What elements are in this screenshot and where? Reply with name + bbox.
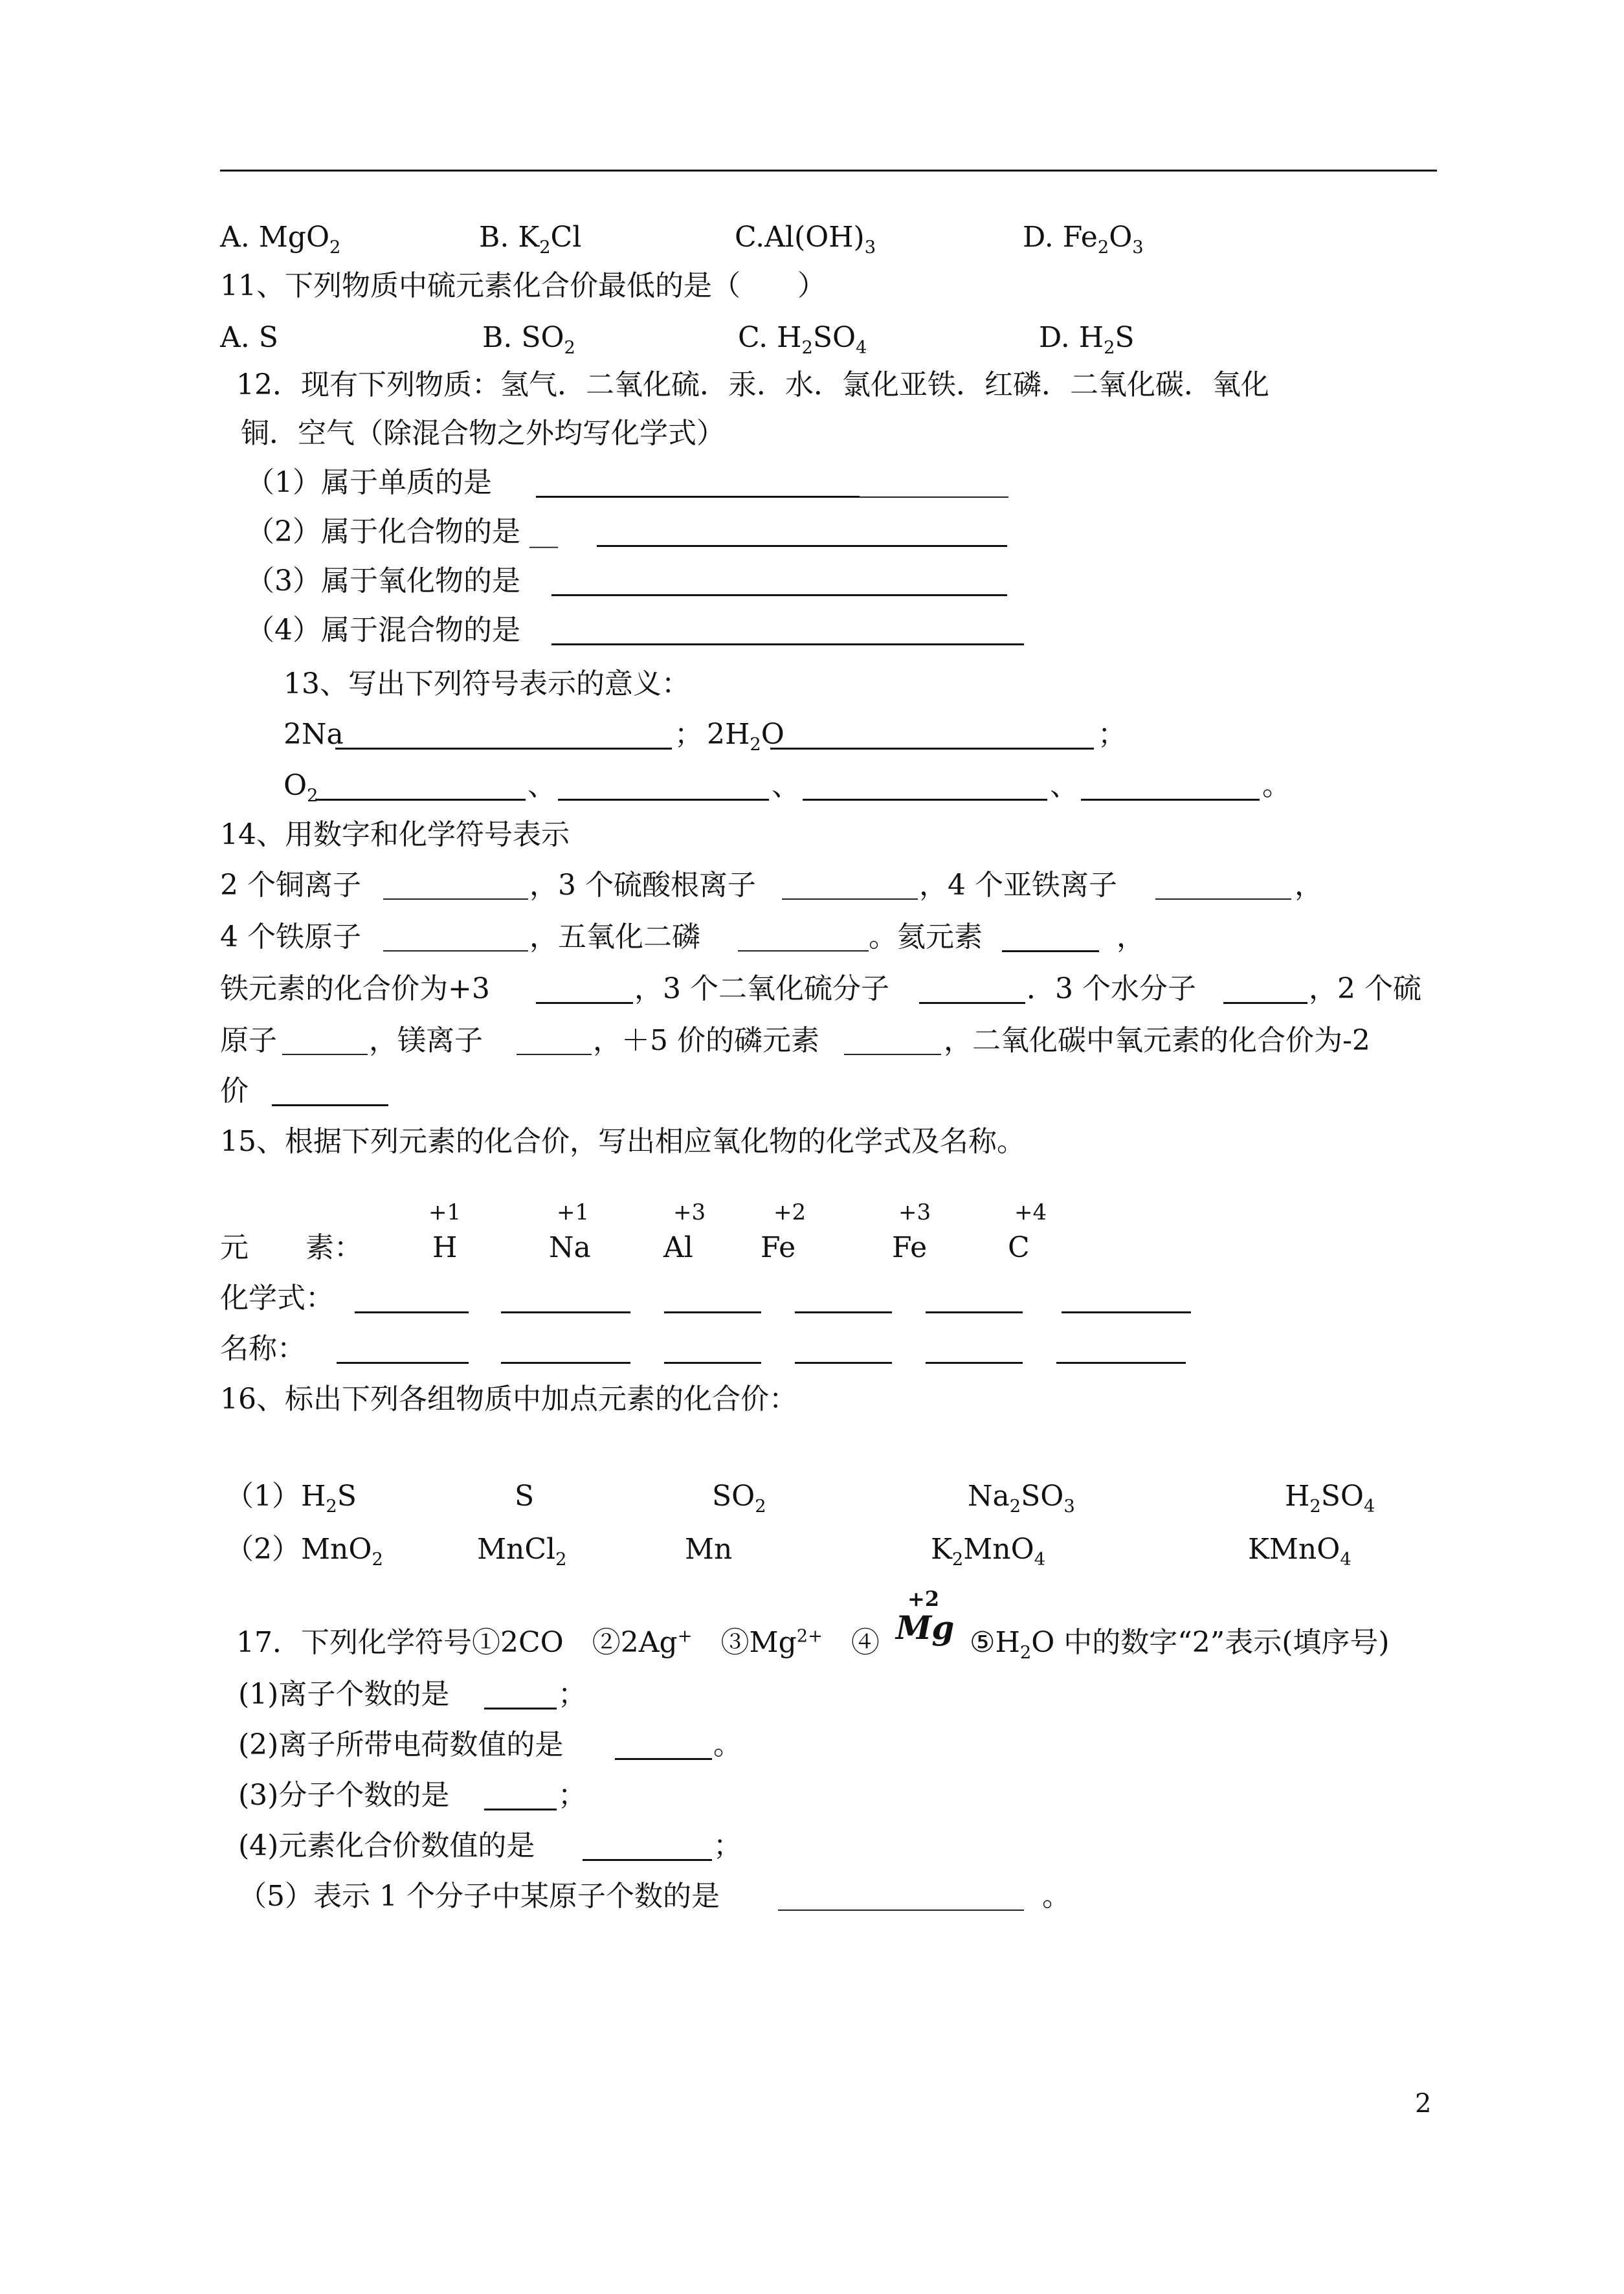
q15-name-blank[interactable] [926, 1362, 1023, 1364]
q13-answer-blank-o2-1[interactable] [316, 799, 526, 801]
q13-answer-blank-o2-4[interactable] [1081, 799, 1260, 801]
q14-line2-b: ，五氧化二磷 [529, 920, 700, 953]
q17-part-1: (1)离子个数的是 [238, 1678, 450, 1711]
q17-answer-blank-1[interactable] [484, 1708, 557, 1709]
q16-row1-formula: S [515, 1480, 535, 1513]
q13-answer-blank-o2-2[interactable] [558, 799, 769, 801]
q15-name-blank[interactable] [795, 1362, 892, 1364]
q17-part-3: (3)分子个数的是 [238, 1779, 450, 1812]
q15-element: Fe [761, 1231, 796, 1264]
q15-formula-label: 化学式： [220, 1282, 334, 1315]
q17-part-5-end: 。 [1042, 1880, 1071, 1913]
q14-blank-copper-ions[interactable] [383, 898, 528, 900]
q17-question-part2: $⑤H_2O$ 中的数字“2”表示(填序号) [970, 1626, 1390, 1663]
q14-blank-iron-valence[interactable] [536, 1002, 633, 1004]
q14-blank-ferrous-ions[interactable] [1155, 898, 1291, 900]
q14-blank-sulfur-atoms[interactable] [282, 1054, 368, 1055]
q14-blank-so2-molecules[interactable] [919, 1002, 1025, 1004]
q12-answer-blank-1[interactable] [536, 496, 860, 498]
q14-line4-b: ，镁离子 [369, 1024, 483, 1057]
q17-answer-blank-3[interactable] [484, 1809, 557, 1810]
q14-line2-d: ， [1117, 920, 1145, 953]
q13-question: 13、写出下列符号表示的意义： [284, 667, 690, 700]
q14-line1-d: ， [1295, 869, 1323, 902]
q14-blank-magnesium-ion[interactable] [517, 1054, 592, 1055]
q16-row1-formula: $SO_2$ [712, 1480, 766, 1517]
q14-line3-b: ，3 个二氧化硫分子 [634, 972, 889, 1005]
q15-name-blank[interactable] [501, 1362, 630, 1364]
q14-line1-b: ，3 个硫酸根离子 [529, 869, 756, 902]
q14-blank-p2o5[interactable] [738, 950, 869, 952]
q14-blank-phosphorus-valence[interactable] [844, 1054, 941, 1055]
q14-line5-a: 价 [220, 1075, 249, 1108]
q14-line4-c: ，＋5 价的磷元素 [593, 1024, 819, 1057]
q12-question-line2: 铜．空气（除混合物之外均写化学式） [241, 417, 725, 450]
q14-line1-c: ，4 个亚铁离子 [919, 869, 1117, 902]
q17-part-4: (4)元素化合价数值的是 [238, 1829, 535, 1862]
q15-valence: +2 [773, 1199, 806, 1225]
q11-option-d: D. $H_2S$ [1039, 321, 1135, 358]
q15-question: 15、根据下列元素的化合价，写出相应氧化物的化学式及名称。 [220, 1125, 1025, 1158]
q17-part-2: (2)离子所带电荷数值的是 [238, 1728, 564, 1761]
q13-answer-blank-2h2o[interactable] [770, 748, 1094, 750]
q17-part-5: （5）表示 1 个分子中某原子个数的是 [238, 1880, 720, 1913]
q15-valence: +1 [428, 1199, 462, 1225]
q15-formula-blank[interactable] [355, 1311, 469, 1313]
q13-symbol-o2: $O_2$ [284, 769, 318, 806]
q15-formula-blank[interactable] [1062, 1311, 1191, 1313]
q11-option-b: B. $SO_2$ [482, 321, 575, 358]
q16-row2-formula: MnO$_2$ [301, 1533, 383, 1570]
q15-valence: +3 [673, 1199, 706, 1225]
q12-part-2: （2）属于化合物的是 __ [246, 515, 558, 548]
q17-question-part1: 17．下列化学符号①2CO ②2Ag+ $③Mg^{2+}$ ④ [236, 1626, 880, 1659]
q15-element: H [432, 1231, 458, 1264]
q14-line2-c: 。氦元素 [869, 920, 983, 953]
q12-answer-blank-2[interactable] [597, 545, 1007, 547]
q17-mg-valence: +2 [907, 1587, 940, 1611]
q16-row2-formula: Mn [685, 1533, 733, 1566]
q16-row2-formula: MnCl$_2$ [477, 1533, 567, 1570]
q13-symbol-2na: 2Na [284, 718, 344, 751]
q17-part-2-end: 。 [713, 1728, 742, 1761]
q16-row1-formula: $H_2S$ [301, 1480, 357, 1517]
q16-row1-label: （1） [225, 1480, 300, 1513]
q12-answer-blank-1-ext [860, 496, 1008, 498]
q11-question: 11、下列物质中硫元素化合价最低的是（ ） [220, 269, 826, 302]
q12-part-1: （1）属于单质的是 [246, 466, 492, 499]
q15-formula-blank[interactable] [664, 1311, 761, 1313]
q17-part-4-end: ； [713, 1829, 742, 1862]
q16-row2-label: （2） [225, 1533, 300, 1566]
q15-formula-blank[interactable] [501, 1311, 630, 1313]
q16-row1-formula: $Na_2SO_3$ [968, 1480, 1075, 1517]
q13-period: 。 [1262, 769, 1291, 802]
q14-line1-a: 2 个铜离子 [220, 869, 361, 902]
q12-answer-blank-4[interactable] [551, 643, 1024, 645]
q13-comma-1: 、 [528, 769, 556, 802]
header-rule [220, 170, 1437, 172]
q13-answer-blank-2na[interactable] [335, 748, 672, 750]
q17-part-3-end: ； [558, 1779, 586, 1812]
q14-line2-a: 4 个铁原子 [220, 920, 361, 953]
q14-blank-helium[interactable] [1002, 950, 1099, 952]
q17-mg-symbol: Mg [896, 1609, 955, 1647]
q17-answer-blank-4[interactable] [583, 1859, 712, 1861]
q14-line4-a: 原子 [220, 1024, 277, 1057]
q15-element: Fe [892, 1231, 928, 1264]
q16-row1-formula: $H_2SO_4$ [1285, 1480, 1375, 1517]
q15-element-row-label: 元 素： [220, 1231, 362, 1264]
q16-row2-formula: KMnO$_4$ [1248, 1533, 1351, 1570]
q10-option-b: B. $K_2Cl$ [479, 221, 582, 258]
q17-answer-blank-5[interactable] [778, 1910, 1024, 1911]
q16-row2-formula: $K_2MnO_4$ [931, 1533, 1046, 1570]
q12-answer-blank-3[interactable] [551, 594, 1007, 596]
q14-line3-a: 铁元素的化合价为+3 [220, 972, 490, 1005]
q15-name-label: 名称： [220, 1332, 306, 1365]
q13-separator-2: ； [1098, 718, 1126, 751]
q15-name-blank[interactable] [664, 1362, 761, 1364]
q15-formula-blank[interactable] [795, 1311, 892, 1313]
q15-valence: +4 [1014, 1199, 1047, 1225]
q15-element: Na [549, 1231, 591, 1264]
q10-option-c: $C.Al(OH)_3$ [735, 221, 876, 258]
q14-blank-sulfate-ions[interactable] [782, 898, 918, 900]
q12-part-4: （4）属于混合物的是 [246, 614, 520, 647]
q10-option-a: A. MgO$_2$ [220, 221, 341, 258]
q14-blank-water-molecules[interactable] [1223, 1002, 1307, 1004]
q15-element: Al [663, 1231, 693, 1264]
q11-option-a: A. S [220, 321, 278, 354]
q12-question-line1: 12．现有下列物质：氢气．二氧化硫．汞．水．氯化亚铁．红磷．二氧化碳．氧化 [236, 368, 1269, 401]
q14-line4-d: ，二氧化碳中氧元素的化合价为-2 [944, 1024, 1370, 1057]
q14-line3-d: ，2 个硫 [1309, 972, 1421, 1005]
q13-answer-blank-o2-3[interactable] [803, 799, 1047, 801]
q14-blank-iron-atoms[interactable] [383, 950, 528, 952]
q15-formula-blank[interactable] [926, 1311, 1023, 1313]
q13-separator-1: ； [674, 718, 703, 751]
q14-question: 14、用数字和化学符号表示 [220, 818, 570, 851]
q15-valence: +1 [557, 1199, 590, 1225]
q16-question: 16、标出下列各组物质中加点元素的化合价： [220, 1383, 797, 1416]
q13-comma-2: 、 [772, 769, 800, 802]
page-number: 2 [1415, 2089, 1432, 2119]
q11-option-c: C. $H_2SO_4$ [738, 321, 867, 358]
q17-answer-blank-2[interactable] [615, 1758, 712, 1760]
q15-name-blank[interactable] [337, 1362, 469, 1364]
q13-symbol-2h2o: $2H_2O$ [707, 718, 784, 755]
q15-valence: +3 [898, 1199, 931, 1225]
q14-line3-c: ．3 个水分子 [1027, 972, 1196, 1005]
q15-element: C [1008, 1231, 1030, 1264]
q10-option-d: D. $Fe_2O_3$ [1023, 221, 1144, 258]
q13-comma-3: 、 [1050, 769, 1078, 802]
q12-part-3: （3）属于氧化物的是 [246, 564, 520, 597]
q14-blank-oxygen-valence[interactable] [272, 1104, 388, 1106]
q17-part-1-end: ； [558, 1678, 586, 1711]
q15-name-blank[interactable] [1056, 1362, 1186, 1364]
